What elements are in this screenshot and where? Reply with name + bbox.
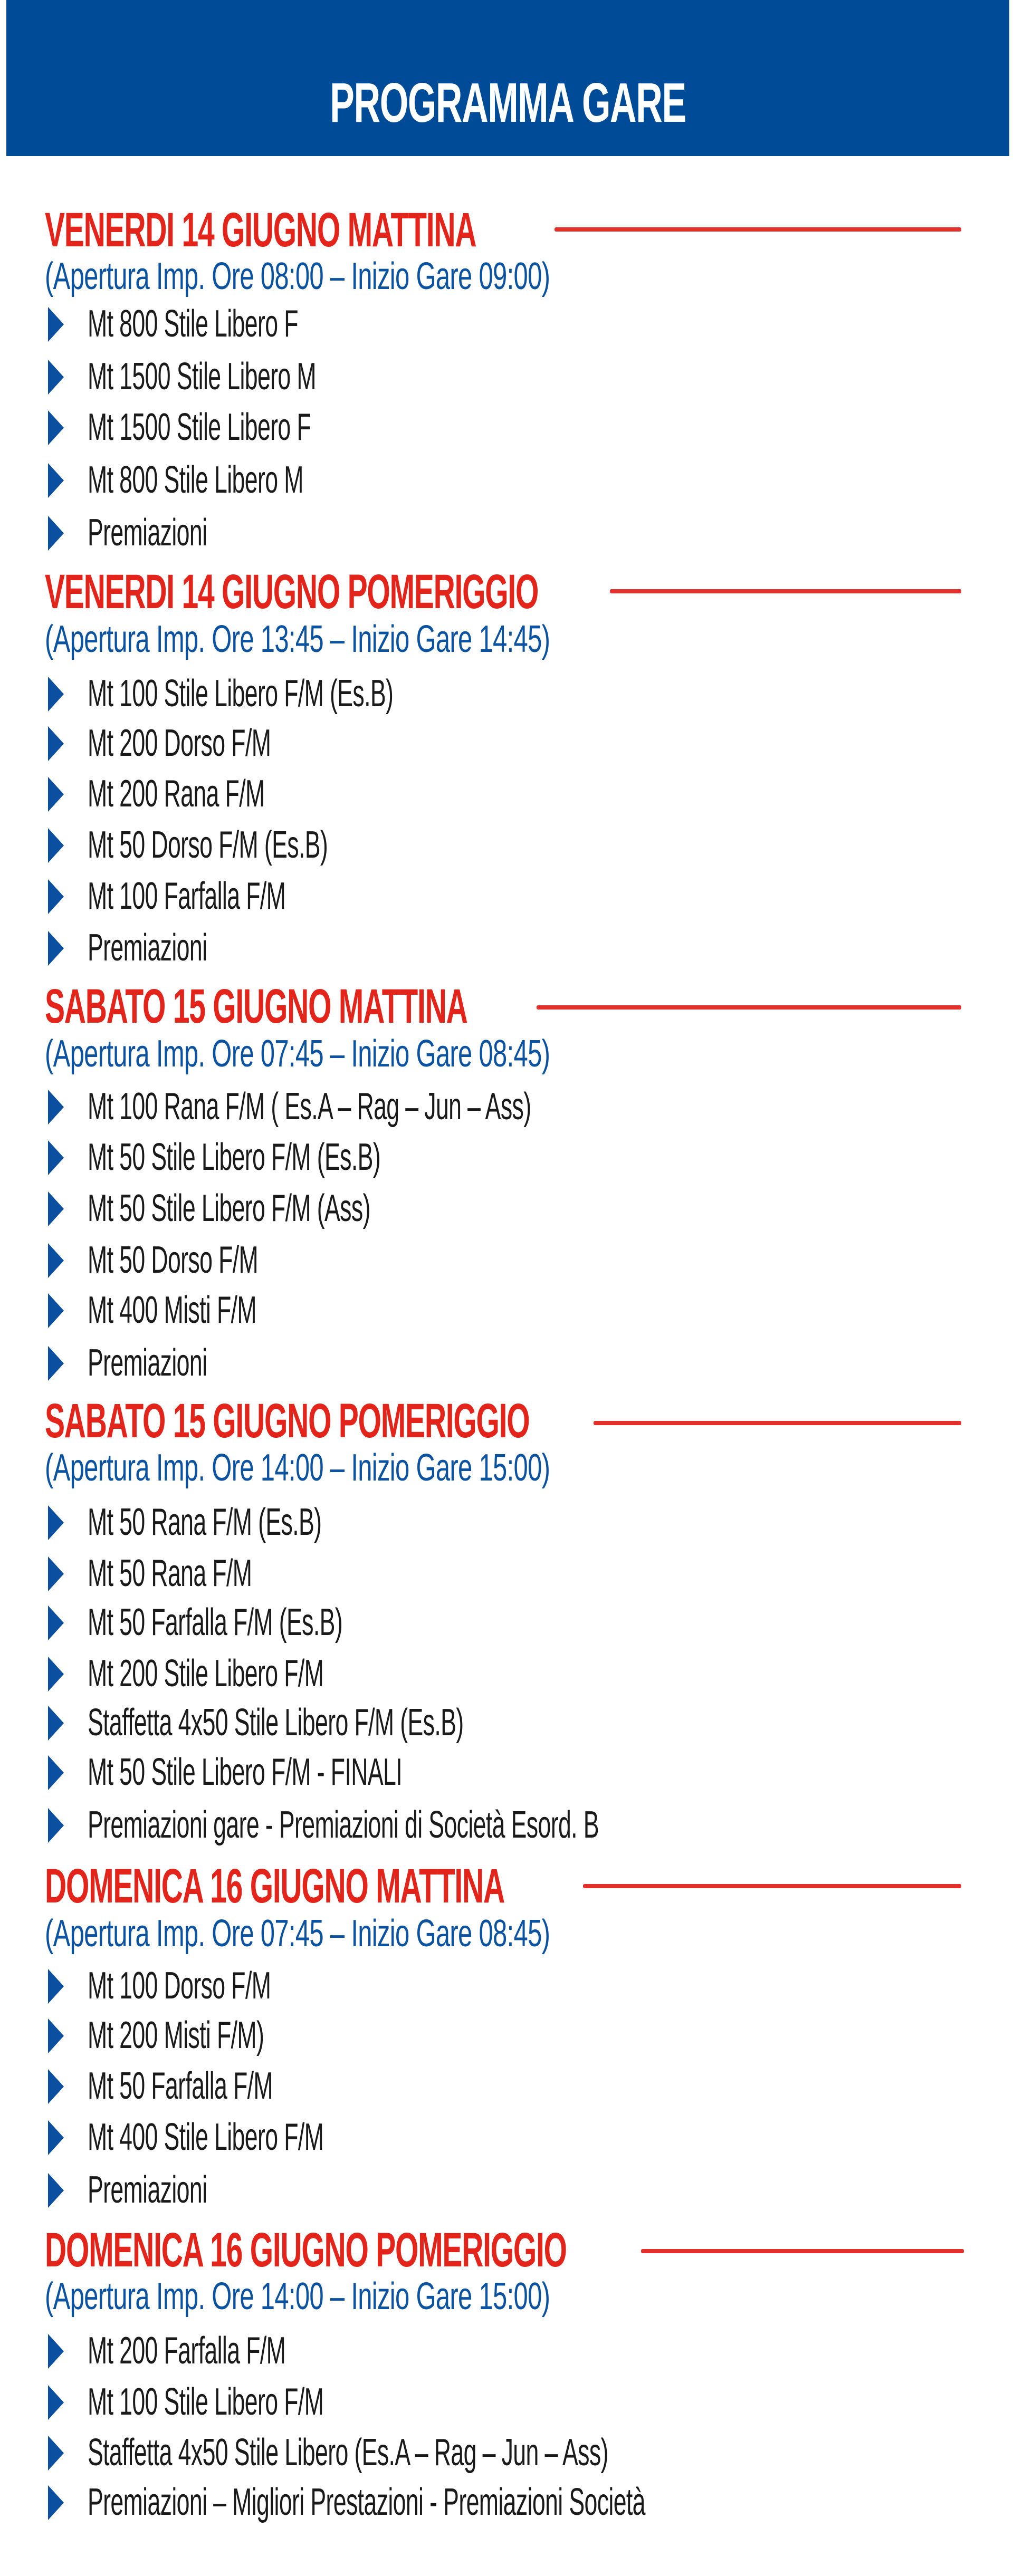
heading-rule [583,1884,961,1888]
item-text: Mt 800 Stile Libero M [88,459,303,501]
item-text: Mt 50 Stile Libero F/M (Ass) [88,1187,370,1229]
list-item [46,1288,996,1332]
triangle-bullet-icon [48,1657,64,1691]
list-item [46,874,996,918]
triangle-bullet-icon [48,410,64,445]
triangle-bullet-icon [48,2436,64,2471]
triangle-bullet-icon [48,1346,64,1381]
section-subtitle: (Apertura Imp. Ore 07:45 – Inizio Gare 08:45) [45,1912,550,1955]
list-item [46,1186,996,1231]
list-item [46,1135,996,1179]
item-text: Premiazioni – Migliori Prestazioni - Premiazioni Società [88,2481,645,2523]
list-item [46,1600,996,1645]
item-text: Mt 50 Stile Libero F/M - FINALI [88,1751,403,1793]
item-text: Mt 50 Stile Libero F/M (Es.B) [88,1136,381,1178]
triangle-bullet-icon [48,1505,64,1540]
item-text: Premiazioni [88,1342,207,1384]
triangle-bullet-icon [48,1706,64,1741]
item-text: Mt 50 Farfalla F/M (Es.B) [88,1601,343,1643]
item-text: Mt 1500 Stile Libero F [88,406,311,448]
item-text: Premiazioni [88,512,207,554]
item-text: Mt 100 Stile Libero F/M (Es.B) [88,672,394,715]
item-text: Mt 100 Dorso F/M [88,1965,271,2007]
triangle-bullet-icon [48,677,64,712]
triangle-bullet-icon [48,1556,64,1591]
item-text: Mt 1500 Stile Libero M [88,355,316,398]
heading-rule [610,589,961,593]
list-item [46,823,996,867]
triangle-bullet-icon [48,2334,64,2369]
item-text: Mt 200 Dorso F/M [88,722,271,764]
item-text: Mt 100 Stile Libero F/M [88,2381,324,2423]
list-item [46,721,996,765]
triangle-bullet-icon [48,1090,64,1124]
triangle-bullet-icon [48,2120,64,2155]
triangle-bullet-icon [48,931,64,966]
triangle-bullet-icon [48,1808,64,1843]
list-item [46,1500,996,1544]
item-text: Mt 50 Rana F/M [88,1552,252,1594]
item-text: Premiazioni [88,2169,207,2211]
triangle-bullet-icon [48,1243,64,1278]
item-text: Staffetta 4x50 Stile Libero (Es.A – Rag – Jun – Ass) [88,2431,608,2474]
heading-rule [537,1005,961,1010]
triangle-bullet-icon [48,1606,64,1640]
triangle-bullet-icon [48,463,64,498]
list-item [46,2168,996,2212]
list-item [46,2329,996,2373]
triangle-bullet-icon [48,1755,64,1790]
section-heading: DOMENICA 16 GIUGNO MATTINA [45,1859,504,1913]
item-text: Premiazioni [88,927,207,969]
section-heading: VENERDI 14 GIUGNO POMERIGGIO [45,565,539,619]
list-item [46,1551,996,1595]
item-text: Premiazioni gare - Premiazioni di Società Esord. B [88,1804,599,1846]
item-text: Mt 100 Rana F/M ( Es.A – Rag – Jun – Ass) [88,1085,531,1128]
triangle-bullet-icon [48,2173,64,2208]
triangle-bullet-icon [48,777,64,812]
list-item [46,1803,996,1847]
triangle-bullet-icon [48,2069,64,2104]
section-heading: VENERDI 14 GIUGNO MATTINA [45,203,476,257]
heading-rule [594,1421,961,1425]
section-subtitle: (Apertura Imp. Ore 14:00 – Inizio Gare 15:00) [45,1447,550,1489]
item-text: Mt 200 Stile Libero F/M [88,1652,324,1695]
list-item [46,1964,996,2008]
item-text: Mt 50 Dorso F/M [88,1239,259,1281]
section-heading: SABATO 15 GIUGNO MATTINA [45,979,467,1033]
triangle-bullet-icon [48,879,64,914]
list-item [46,1341,996,1385]
triangle-bullet-icon [48,2018,64,2053]
triangle-bullet-icon [48,2485,64,2520]
list-item [46,1238,996,1282]
list-item [46,458,996,502]
section-subtitle: (Apertura Imp. Ore 08:00 – Inizio Gare 09:00) [45,255,550,297]
item-text: Mt 200 Rana F/M [88,773,265,815]
page-title: PROGRAMMA GARE [330,72,686,134]
list-item [46,2064,996,2108]
heading-rule [641,2249,964,2253]
list-item [46,2013,996,2058]
item-text: Mt 50 Rana F/M (Es.B) [88,1501,322,1543]
heading-rule [555,227,961,232]
item-text: Mt 800 Stile Libero F [88,303,298,345]
section-heading: SABATO 15 GIUGNO POMERIGGIO [45,1394,530,1448]
triangle-bullet-icon [48,828,64,863]
triangle-bullet-icon [48,1293,64,1328]
list-item [46,2380,996,2424]
list-item [46,1700,996,1745]
list-item [46,926,996,970]
section-subtitle: (Apertura Imp. Ore 13:45 – Inizio Gare 14:45) [45,618,550,660]
item-text: Mt 100 Farfalla F/M [88,875,286,917]
triangle-bullet-icon [48,516,64,551]
section-heading: DOMENICA 16 GIUGNO POMERIGGIO [45,2223,567,2277]
list-item [46,2115,996,2159]
section-subtitle: (Apertura Imp. Ore 07:45 – Inizio Gare 08:45) [45,1033,550,1075]
list-item [46,1084,996,1129]
item-text: Mt 400 Misti F/M [88,1289,256,1331]
triangle-bullet-icon [48,2385,64,2420]
list-item [46,1651,996,1696]
header-banner [6,0,1009,156]
list-item [46,2480,996,2524]
item-text: Mt 200 Misti F/M) [88,2014,264,2056]
item-text: Staffetta 4x50 Stile Libero F/M (Es.B) [88,1702,464,1744]
section-subtitle: (Apertura Imp. Ore 14:00 – Inizio Gare 15:00) [45,2275,550,2318]
triangle-bullet-icon [48,360,64,395]
list-item [46,1750,996,1794]
list-item [46,302,996,346]
item-text: Mt 50 Farfalla F/M [88,2065,273,2107]
triangle-bullet-icon [48,1140,64,1175]
list-item [46,405,996,449]
triangle-bullet-icon [48,1969,64,2004]
item-text: Mt 50 Dorso F/M (Es.B) [88,824,328,866]
item-text: Mt 400 Stile Libero F/M [88,2116,324,2158]
triangle-bullet-icon [48,1191,64,1226]
list-item [46,772,996,816]
list-item [46,671,996,716]
triangle-bullet-icon [48,307,64,342]
item-text: Mt 200 Farfalla F/M [88,2330,286,2372]
list-item [46,511,996,555]
triangle-bullet-icon [48,726,64,761]
list-item [46,2430,996,2475]
list-item [46,354,996,399]
